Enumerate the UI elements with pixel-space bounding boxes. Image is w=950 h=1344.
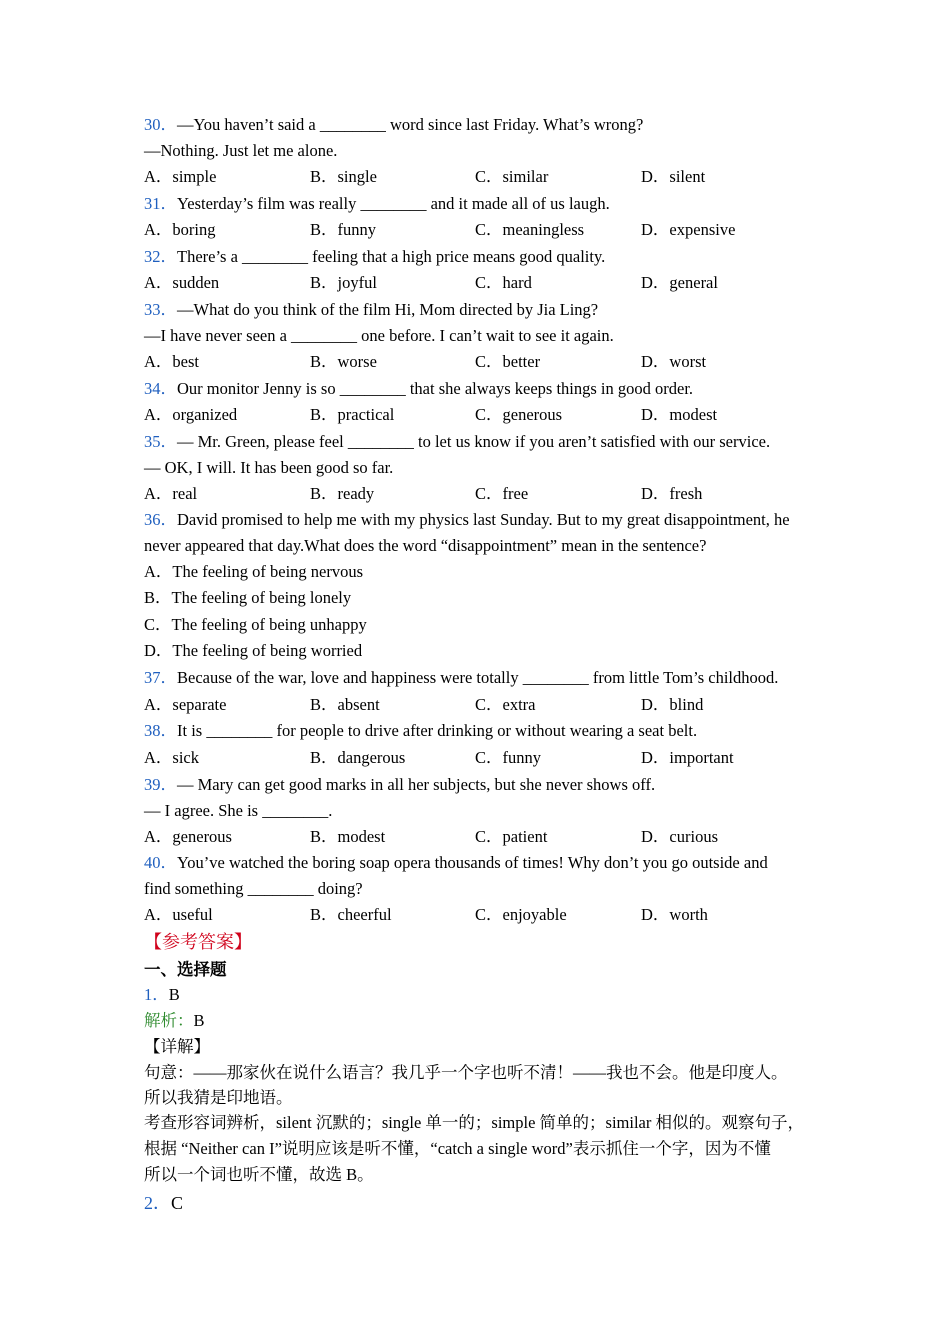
option-b: B．single: [310, 167, 377, 186]
question-number: 37．: [144, 668, 177, 687]
option-c: C．extra: [475, 695, 536, 714]
detail-line: 考查形容词辨析，silent 沉默的；single 单一的；simple 简单的；similar 相似的。观察句子，: [144, 1113, 804, 1132]
option-c: C．free: [475, 484, 529, 503]
question-number: 31．: [144, 194, 177, 213]
question-text: —What do you think of the film Hi, Mom directed by Jia Ling?: [177, 300, 599, 319]
answer-header: 【参考答案】: [144, 932, 252, 952]
question-text: — Mary can get good marks in all her subjects, but she never shows off.: [177, 775, 656, 794]
question-35-reply: — OK, I will. It has been good so far.: [144, 458, 394, 477]
option-b: B．absent: [310, 695, 380, 714]
option-d: D．modest: [641, 405, 718, 424]
option-a: A．useful: [144, 905, 213, 924]
option-c: C．hard: [475, 273, 532, 292]
question-32-stem: [144, 244, 605, 270]
question-35-stem: [144, 429, 770, 455]
question-text: There’s a ________ feeling that a high price means good quality.: [177, 247, 606, 266]
question-text: — Mr. Green, please feel ________ to let us know if you aren’t satisfied with our service.: [177, 432, 771, 451]
option-d: D．important: [641, 748, 734, 767]
option-b: B．cheerful: [310, 905, 392, 924]
option-d: D．blind: [641, 695, 704, 714]
question-39-reply: — I agree. She is ________.: [144, 801, 333, 820]
option-b: B．worse: [310, 352, 377, 371]
question-33-stem: [144, 297, 598, 323]
option-d: D．expensive: [641, 220, 736, 239]
option-b: B．joyful: [310, 273, 377, 292]
question-text: Because of the war, love and happiness were totally ________ from little Tom’s childhood.: [177, 668, 779, 687]
option-d: D．fresh: [641, 484, 703, 503]
question-40-stem-cont: find something ________ doing?: [144, 879, 363, 898]
option-a: A．sudden: [144, 273, 220, 292]
option-c: C．similar: [475, 167, 549, 186]
question-number: 34．: [144, 379, 177, 398]
option-c: C．funny: [475, 748, 541, 767]
question-36-stem: [144, 507, 790, 533]
analysis-value: B: [193, 1011, 205, 1030]
option-d: D．curious: [641, 827, 718, 846]
option-a: A．sick: [144, 748, 199, 767]
option-b: B．funny: [310, 220, 376, 239]
option-c: C．The feeling of being unhappy: [144, 615, 367, 634]
detail-line: 根据 “Neither can I”说明应该是听不懂，“catch a single word”表示抓住一个字，因为不懂: [144, 1139, 771, 1158]
option-a: A．boring: [144, 220, 216, 239]
option-a: A．real: [144, 484, 198, 503]
question-number: 40．: [144, 853, 177, 872]
answer-value: B: [168, 985, 180, 1004]
option-c: C．patient: [475, 827, 548, 846]
detail-line: 句意：——那家伙在说什么语言？我几乎一个字也听不清！——我也不会。他是印度人。: [144, 1063, 788, 1082]
detail-line: 所以一个词也听不懂，故选 B。: [144, 1165, 374, 1184]
option-d: D．silent: [641, 167, 706, 186]
analysis-label: 解析：: [144, 1011, 194, 1030]
option-a: A．The feeling of being nervous: [144, 562, 364, 581]
question-31-stem: [144, 191, 610, 217]
answer-value: C: [171, 1193, 184, 1213]
question-30-reply: —Nothing. Just let me alone.: [144, 141, 338, 160]
option-d: D．worst: [641, 352, 707, 371]
option-b: B．modest: [310, 827, 386, 846]
option-a: A．generous: [144, 827, 232, 846]
section-title: 一、选择题: [144, 960, 227, 979]
option-c: C．meaningless: [475, 220, 585, 239]
detail-line: 所以我猜是印地语。: [144, 1088, 293, 1107]
question-40-stem: [144, 850, 768, 876]
question-text: —You haven’t said a ________ word since last Friday. What’s wrong?: [177, 115, 644, 134]
option-d: D．The feeling of being worried: [144, 641, 363, 660]
answer-2: [144, 1190, 183, 1216]
question-39-stem: [144, 772, 655, 798]
option-a: A．separate: [144, 695, 227, 714]
option-b: B．practical: [310, 405, 395, 424]
question-text: It is ________ for people to drive after drinking or without wearing a seat belt.: [177, 721, 698, 740]
question-text: Our monitor Jenny is so ________ that she always keeps things in good order.: [177, 379, 694, 398]
detail-label: 【详解】: [144, 1037, 210, 1056]
question-text: You’ve watched the boring soap opera thousands of times! Why don’t you go outside and: [177, 853, 768, 872]
answer-number: 1．: [144, 985, 169, 1004]
option-b: B．ready: [310, 484, 375, 503]
option-a: A．simple: [144, 167, 217, 186]
question-34-stem: [144, 376, 693, 402]
question-number: 30．: [144, 115, 177, 134]
question-text: Yesterday’s film was really ________ and it made all of us laugh.: [177, 194, 610, 213]
option-d: D．general: [641, 273, 718, 292]
question-number: 35．: [144, 432, 177, 451]
question-33-reply: —I have never seen a ________ one before. I can’t wait to see it again.: [144, 326, 614, 345]
question-text: David promised to help me with my physics last Sunday. But to my great disappointment, he: [177, 510, 790, 529]
question-38-stem: [144, 718, 697, 744]
question-number: 36．: [144, 510, 177, 529]
question-37-stem: [144, 665, 778, 691]
question-number: 33．: [144, 300, 177, 319]
option-d: D．worth: [641, 905, 708, 924]
question-number: 32．: [144, 247, 177, 266]
option-c: C．better: [475, 352, 541, 371]
question-30-stem: [144, 112, 643, 138]
question-36-stem-cont: never appeared that day.What does the word “disappointment” mean in the sentence?: [144, 536, 707, 555]
option-b: B．The feeling of being lonely: [144, 588, 352, 607]
option-a: A．organized: [144, 405, 238, 424]
answer-number: 2．: [144, 1193, 171, 1213]
answer-1: [144, 982, 180, 1008]
option-b: B．dangerous: [310, 748, 406, 767]
question-number: 38．: [144, 721, 177, 740]
option-c: C．enjoyable: [475, 905, 567, 924]
question-number: 39．: [144, 775, 177, 794]
analysis: [144, 1008, 205, 1034]
option-c: C．generous: [475, 405, 563, 424]
option-a: A．best: [144, 352, 199, 371]
